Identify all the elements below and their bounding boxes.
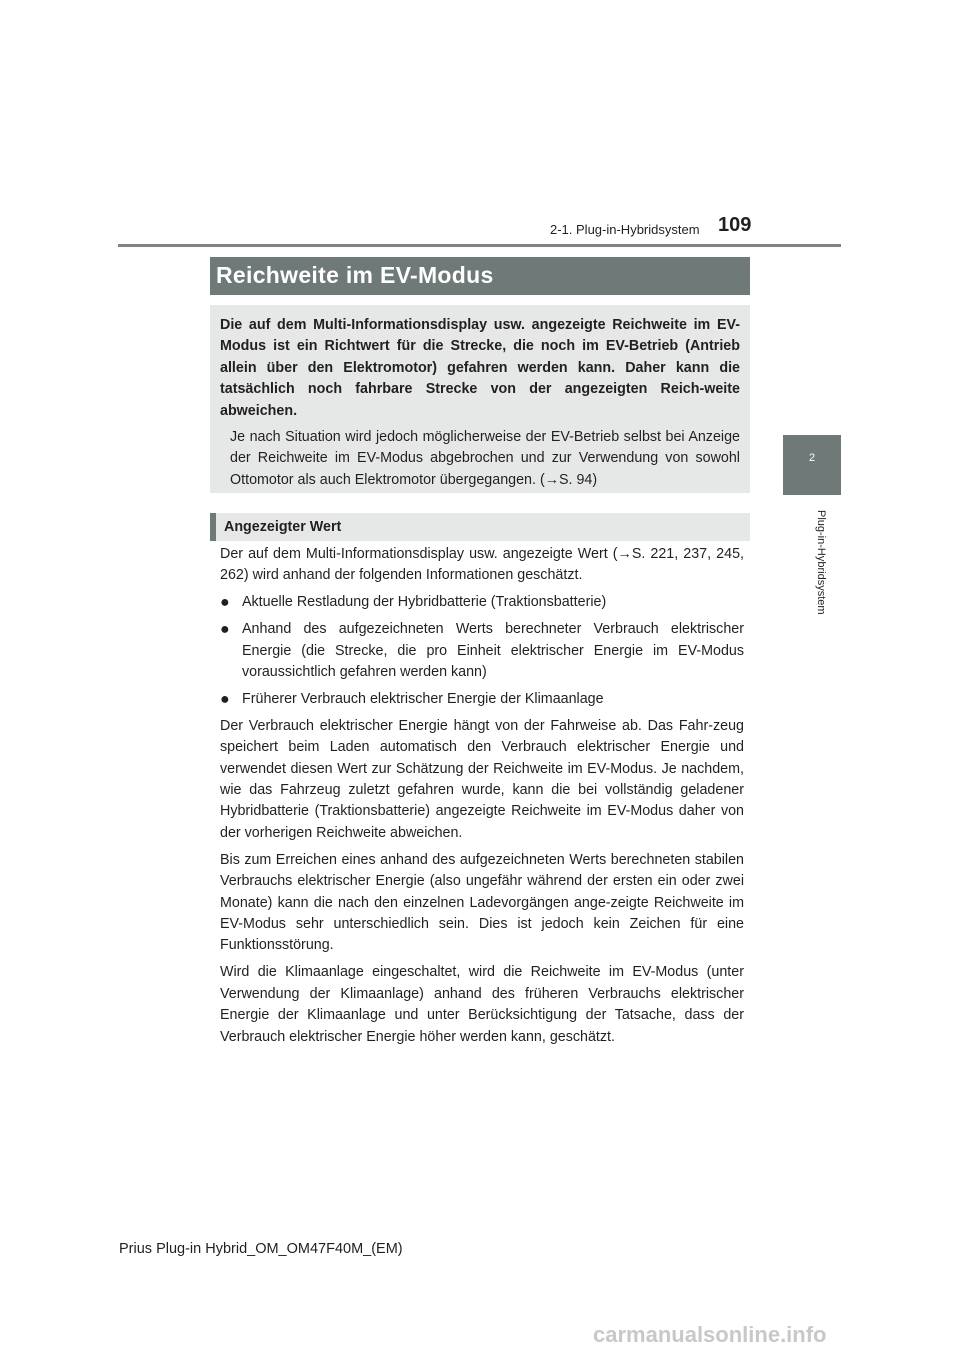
- chapter-tab: [783, 435, 841, 495]
- bullet-icon: ●: [220, 690, 230, 708]
- body-text: [220, 544, 744, 1053]
- page-number: 109: [718, 214, 752, 236]
- subsection-title: Angezeigter Wert: [224, 519, 342, 535]
- paragraph: Der auf dem Multi-Informationsdisplay usw. angezeigte Wert (→S. 221, 237, 245, 262) wird anhand der folgenden Informationen geschätzt.: [220, 546, 744, 584]
- section-title: 2-1. Plug-in-Hybridsystem: [550, 222, 700, 237]
- paragraph: Der Verbrauch elektrischer Energie hängt von der Fahrweise ab. Das Fahr-zeug speichert beim Laden automatisch den Verbrauch elektrischer Energie und verwendet diesen Wert zur Schätzung der Reichweite im EV-Modus. Je nachdem, wie das Fahrzeug zuletzt gefahren wurde, kann die bei vollständig geladener Hybridbatterie (Traktionsbatterie) angezeigte Reichweite im EV-Modus daher von der vorherigen Reichweite abweichen.: [220, 717, 744, 841]
- bullet-item: [220, 619, 744, 683]
- chapter-label: Plug-in-Hybridsystem: [815, 510, 827, 615]
- intro-bold-text: Die auf dem Multi-Informationsdisplay usw. angezeigte Reichweite im EV-Modus ist ein Richtwert für die Strecke, die noch im EV-Betrieb (Antrieb allein über den Elektromotor) gefahren werden kann. Daher kann die tatsächlich noch fahrbare Strecke von der angezeigten Reich-weite abweichen.: [220, 317, 740, 419]
- bullet-text: Aktuelle Restladung der Hybridbatterie (Traktionsbatterie): [242, 594, 607, 611]
- header-divider: [118, 244, 841, 247]
- bullet-text: Früherer Verbrauch elektrischer Energie der Klimaanlage: [242, 690, 604, 707]
- watermark: carmanualsonline.info: [593, 1322, 827, 1347]
- bullet-item: [220, 592, 744, 613]
- footer-doc-id: Prius Plug-in Hybrid_OM_OM47F40M_(EM): [119, 1241, 403, 1257]
- bullet-icon: ●: [220, 621, 230, 639]
- bullet-item: [220, 689, 744, 710]
- paragraph: Wird die Klimaanlage eingeschaltet, wird die Reichweite im EV-Modus (unter Verwendung der Klimaanlage) anhand des früheren Verbrauchs elektrischer Energie der Klimaanlage und unter Berücksichtigung der Tatsache, dass der Verbrauch elektrischer Energie höher werden kann, geschätzt.: [220, 964, 744, 1045]
- intro-box: [210, 305, 750, 493]
- page-title: Reichweite im EV-Modus: [216, 262, 494, 288]
- subsection-accent: [210, 513, 216, 541]
- bullet-icon: ●: [220, 594, 230, 612]
- intro-note-text: Je nach Situation wird jedoch möglicherweise der EV-Betrieb selbst bei Anzeige der Reichweite im EV-Modus abgebrochen und zur Verwendung von sowohl Ottomotor als auch Elektromotor übergegangen. (→S. 94): [230, 429, 740, 488]
- bullet-text: Anhand des aufgezeichneten Werts berechneter Verbrauch elektrischer Energie (die Strecke, die pro Einheit elektrischer Energie im EV-Modus voraussichtlich gefahren werden kann): [242, 621, 744, 681]
- paragraph: Bis zum Erreichen eines anhand des aufgezeichneten Werts berechneten stabilen Verbrauchs elektrischer Energie (also ungefähr während der ersten ein oder zwei Monate) kann die nach den einzelnen Ladevorgängen ange-zeigte Reichweite im EV-Modus sehr unterschiedlich sein. Dies ist jedoch kein Zeichen für eine Funktionsstörung.: [220, 851, 744, 954]
- chapter-number: 2: [808, 452, 816, 464]
